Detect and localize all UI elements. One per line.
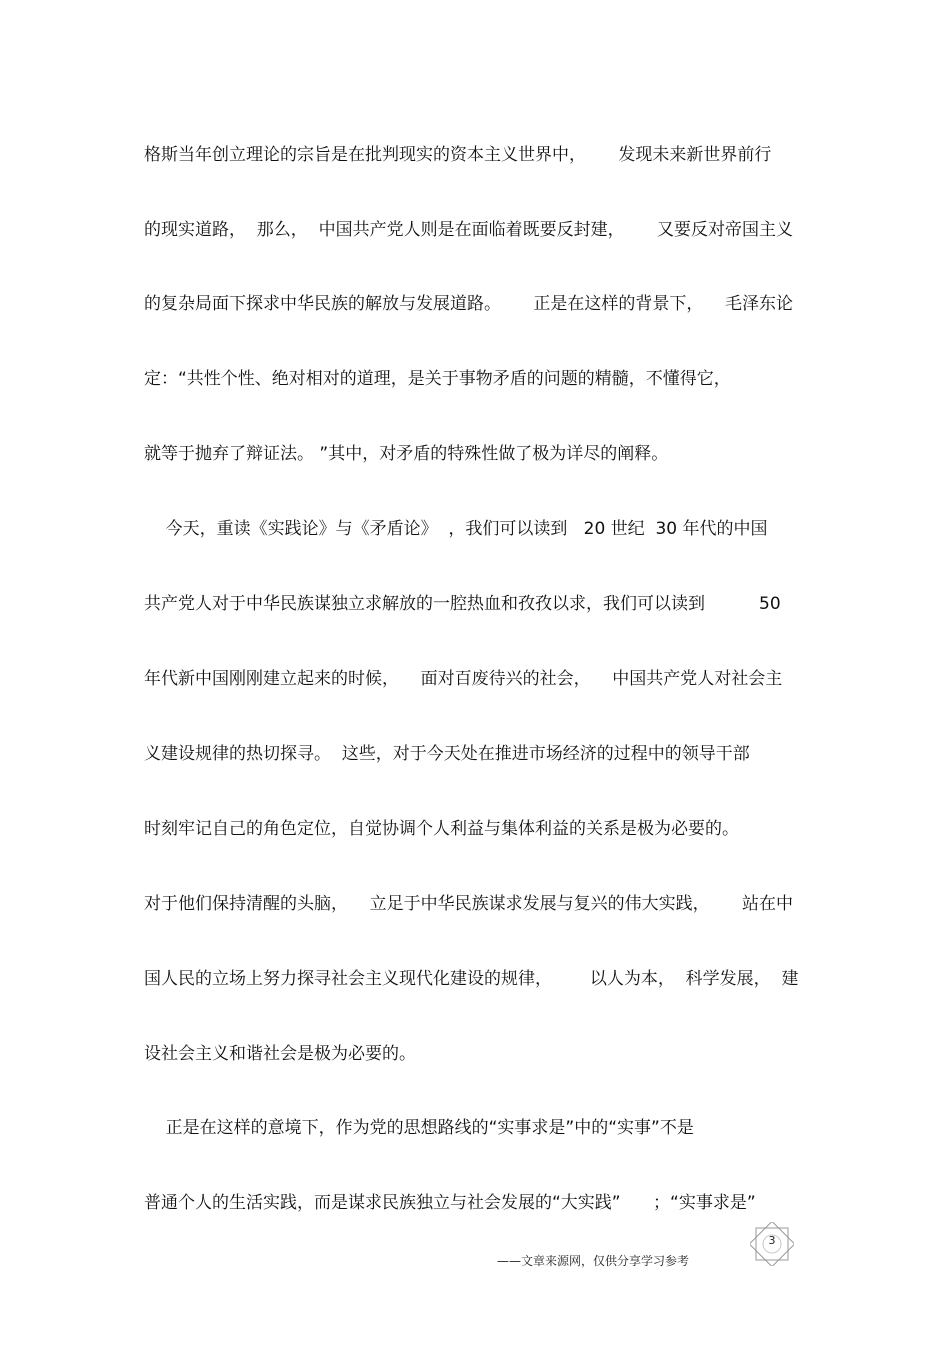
text-line: 时刻牢记自己的角色定位，自觉协调个人利益与集体利益的关系是极为必要的。: [144, 819, 739, 839]
text-line: 今天，重读《实践论》与《矛盾论》 ，我们可以读到 20 世纪 30 年代的中国: [144, 519, 768, 539]
text-line: 国人民的立场上努力探寻社会主义现代化建设的规律， 以人为本， 科学发展， 建: [144, 969, 799, 989]
page-number-badge: [750, 1222, 794, 1266]
text-line: 定：“共性个性、绝对相对的道理，是关于事物矛盾的问题的精髓，不懂得它，: [144, 369, 731, 389]
text-line: 设社会主义和谐社会是极为必要的。: [144, 1044, 416, 1064]
text-line: 的现实道路， 那么， 中国共产党人则是在面临着既要反封建， 又要反对帝国主义: [144, 220, 794, 240]
text-line: 共产党人对于中华民族谋独立求解放的一腔热血和孜孜以求，我们可以读到 50: [144, 594, 781, 614]
text-line: 就等于抛弃了辩证法。 ”其中，对矛盾的特殊性做了极为详尽的阐释。: [144, 444, 669, 464]
text-line: 普通个人的生活实践，而是谋求民族独立与社会发展的“大实践” ；“实事求是”: [144, 1193, 756, 1213]
page-number: 3: [768, 1234, 776, 1247]
footer-source-note: ——文章来源网，仅供分享学习参考: [497, 1254, 690, 1268]
text-line: 年代新中国刚刚建立起来的时候， 面对百废待兴的社会， 中国共产党人对社会主: [144, 669, 783, 689]
text-line: 的复杂局面下探求中华民族的解放与发展道路。 正是在这样的背景下， 毛泽东论: [144, 294, 794, 314]
text-line: 义建设规律的热切探寻。 这些，对于今天处在推进市场经济的过程中的领导干部: [144, 744, 750, 764]
text-line: 正是在这样的意境下，作为党的思想路线的“实事求是”中的“实事”不是: [144, 1118, 694, 1138]
text-line: 格斯当年创立理论的宗旨是在批判现实的资本主义世界中， 发现未来新世界前行: [144, 145, 772, 165]
text-line: 对于他们保持清醒的头脑， 立足于中华民族谋求发展与复兴的伟大实践， 站在中: [144, 894, 794, 914]
